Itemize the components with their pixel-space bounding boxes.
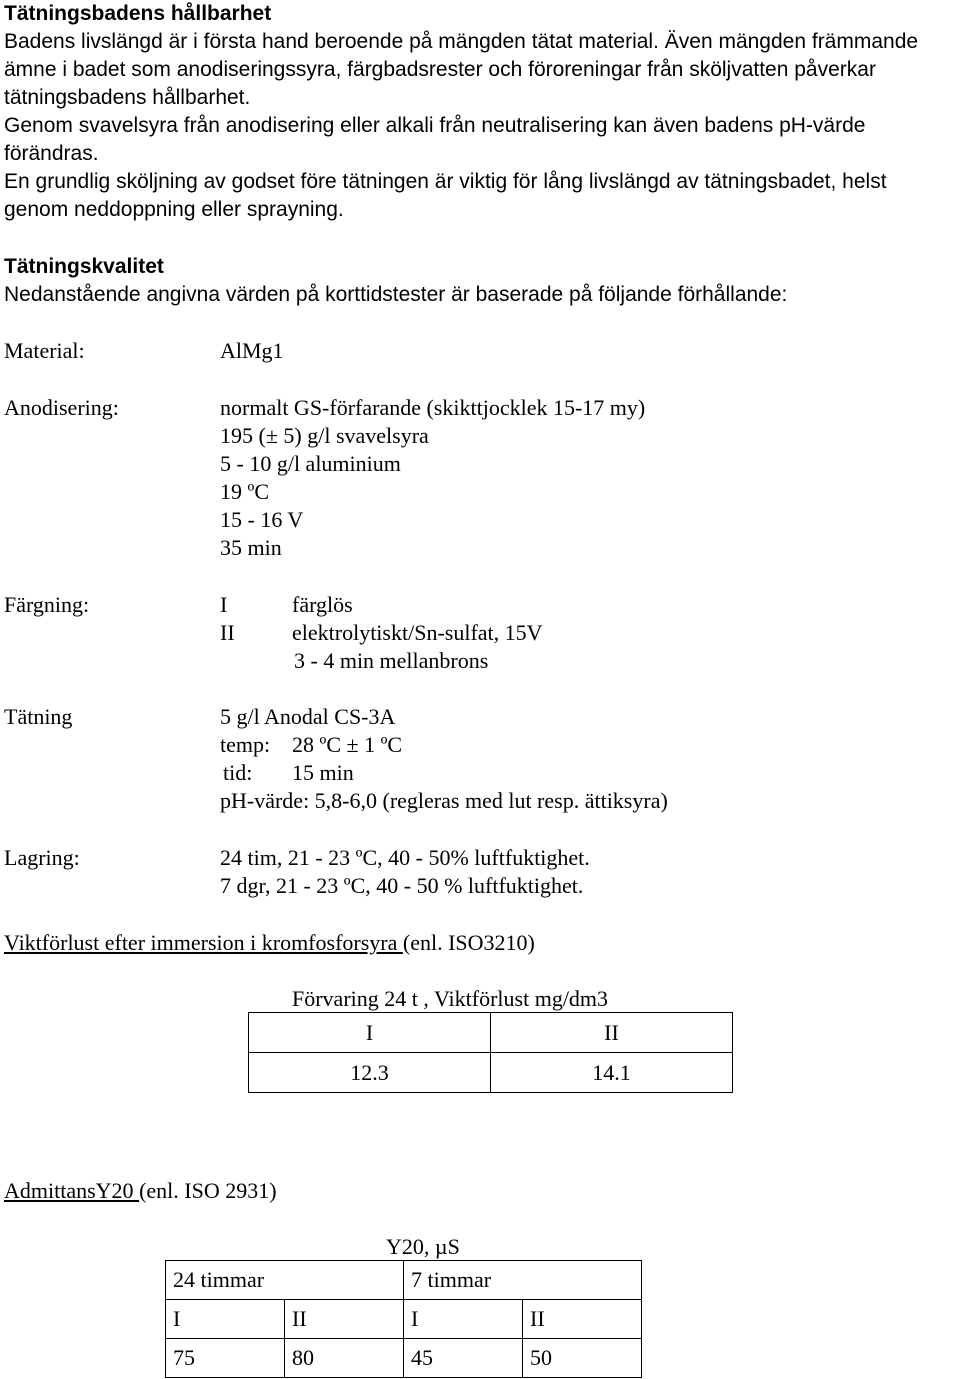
anodizing-line: 5 - 10 g/l aluminium xyxy=(220,451,401,476)
admittance-title-underlined: AdmittansY20 xyxy=(4,1178,140,1203)
anodizing-label: Anodisering: xyxy=(4,395,119,420)
admittance-table xyxy=(165,1260,642,1378)
table-header-cell: II xyxy=(523,1300,642,1339)
admittance-title-rest: (enl. ISO 2931) xyxy=(139,1178,277,1203)
paragraph-line: förändras. xyxy=(4,142,99,165)
paragraph-line: ämne i badet som anodiseringssyra, färgbadsrester och föroreningar från sköljvatten påverkar xyxy=(4,58,876,81)
coloring-label: Färgning: xyxy=(4,592,90,617)
coloring-i-text: färglös xyxy=(292,592,353,617)
table-header-cell: I xyxy=(249,1013,491,1053)
section-sealing-quality xyxy=(4,253,954,309)
weightloss-table xyxy=(248,1012,733,1093)
coloring-ii: II xyxy=(220,620,235,645)
weightloss-title-rest: (enl. ISO3210) xyxy=(402,930,535,955)
table-header-cell: I xyxy=(404,1300,523,1339)
section-heat-durability xyxy=(4,0,954,224)
admittance-table-caption: Y20, µS xyxy=(386,1234,460,1259)
storage-line: 7 dgr, 21 - 23 ºC, 40 - 50 % luftfuktighet. xyxy=(220,873,584,898)
sealing-time-value: 15 min xyxy=(292,760,354,785)
admittance-title xyxy=(4,1177,277,1205)
anodizing-line: 19 ºC xyxy=(220,479,269,504)
anodizing-line: normalt GS-förfarande (skikttjocklek 15-17 my) xyxy=(220,395,646,420)
table-row xyxy=(249,1013,733,1053)
paragraph-line: En grundlig sköljning av godset före tätningen är viktig för lång livslängd av tätningsbadet, helst xyxy=(4,170,887,193)
weightloss-title xyxy=(4,929,535,957)
table-header-cell: I xyxy=(166,1300,285,1339)
anodizing-line: 35 min xyxy=(220,535,282,560)
sealing-ph: pH-värde: 5,8-6,0 (regleras med lut resp. ättiksyra) xyxy=(220,788,668,813)
anodizing-line: 195 (± 5) g/l svavelsyra xyxy=(220,423,429,448)
storage-label: Lagring: xyxy=(4,845,80,870)
sealing-time-label: tid: xyxy=(223,760,253,785)
table-cell: 80 xyxy=(285,1339,404,1378)
material-label: Material: xyxy=(4,338,85,363)
table-cell: 45 xyxy=(404,1339,523,1378)
table-header-cell: II xyxy=(491,1013,733,1053)
paragraph-line: Genom svavelsyra från anodisering eller alkali från neutralisering kan även badens pH-värde xyxy=(4,114,866,137)
section-heading: Tätningskvalitet xyxy=(4,255,164,278)
table-row xyxy=(166,1339,642,1378)
material-value: AlMg1 xyxy=(220,338,284,363)
anodizing-line: 15 - 16 V xyxy=(220,507,304,532)
paragraph-line: tätningsbadens hållbarhet. xyxy=(4,86,251,109)
coloring-ii-text: elektrolytiskt/Sn-sulfat, 15V xyxy=(292,620,543,645)
paragraph-line: Badens livslängd är i första hand beroende på mängden tätat material. Även mängden främmande xyxy=(4,30,919,53)
table-row xyxy=(166,1300,642,1339)
table-cell: 75 xyxy=(166,1339,285,1378)
sealing-line: 5 g/l Anodal CS-3A xyxy=(220,704,396,729)
table-row xyxy=(166,1261,642,1300)
table-cell: 12.3 xyxy=(249,1053,491,1093)
weightloss-table-caption: Förvaring 24 t , Viktförlust mg/dm3 xyxy=(292,986,609,1011)
coloring-i: I xyxy=(220,592,228,617)
sealing-label: Tätning xyxy=(4,704,73,729)
table-row xyxy=(249,1053,733,1093)
weightloss-title-underlined: Viktförlust efter immersion i kromfosforsyra xyxy=(4,930,403,955)
table-cell: 14.1 xyxy=(491,1053,733,1093)
section-heading: Tätningsbadens hållbarhet xyxy=(4,2,272,25)
coloring-ii-text2: 3 - 4 min mellanbrons xyxy=(294,648,489,673)
table-group-header: 24 timmar xyxy=(166,1261,404,1300)
table-header-cell: II xyxy=(285,1300,404,1339)
paragraph-line: genom neddoppning eller sprayning. xyxy=(4,198,344,221)
intro-text: Nedanstående angivna värden på korttidstester är baserade på följande förhållande: xyxy=(4,283,788,306)
table-group-header: 7 timmar xyxy=(404,1261,642,1300)
table-cell: 50 xyxy=(523,1339,642,1378)
sealing-temp-label: temp: xyxy=(220,732,271,757)
storage-line: 24 tim, 21 - 23 ºC, 40 - 50% luftfuktighet. xyxy=(220,845,590,870)
sealing-temp-value: 28 ºC ± 1 ºC xyxy=(292,732,403,757)
